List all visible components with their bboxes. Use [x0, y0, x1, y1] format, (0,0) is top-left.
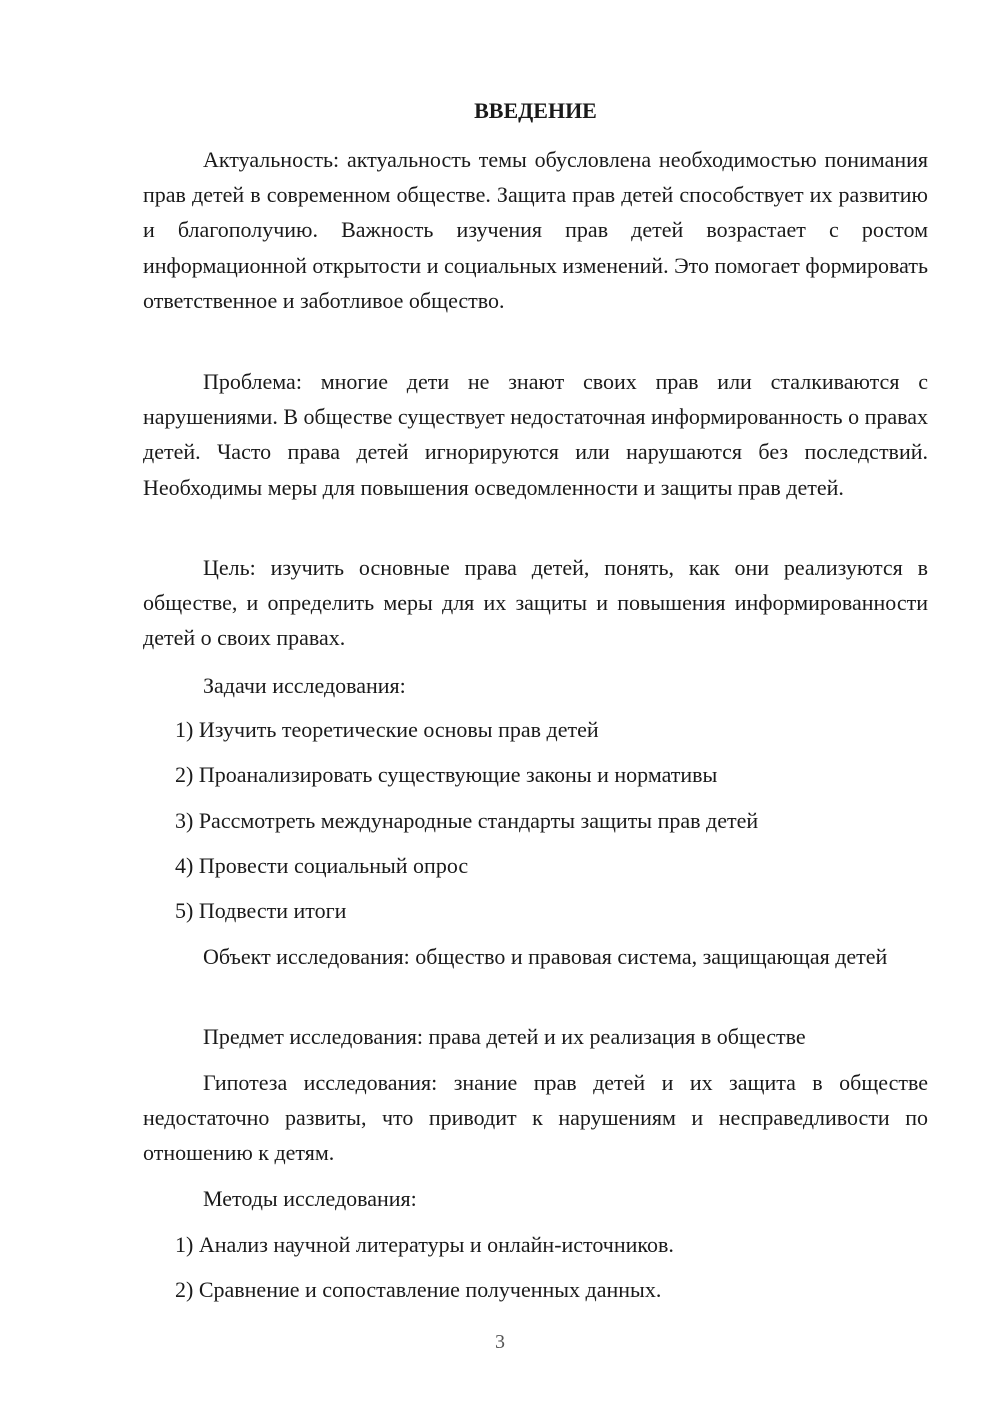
task-item: 5) Подвести итоги: [175, 898, 347, 923]
object-paragraph: Объект исследования: общество и правовая система, защищающая детей: [203, 944, 888, 969]
relevance-paragraph: Актуальность: актуальность темы обусловлена необходимостью понимания прав детей в современном обществе. Защита прав детей способствует их развитию и благополучию. Важность изучения прав детей возрастает с ростом информационной открытости и социальных изменений. Это помогает формировать ответственное и заботливое общество.: [143, 147, 928, 313]
task-item: 3) Рассмотреть международные стандарты защиты прав детей: [175, 808, 759, 833]
method-item: 2) Сравнение и сопоставление полученных данных.: [175, 1277, 662, 1302]
task-item: 2) Проанализировать существующие законы и нормативы: [175, 762, 718, 787]
methods-title: Методы исследования:: [203, 1186, 417, 1211]
tasks-title: Задачи исследования:: [203, 673, 406, 698]
method-item: 1) Анализ научной литературы и онлайн-источников.: [175, 1232, 674, 1257]
task-item: 1) Изучить теоретические основы прав детей: [175, 717, 599, 742]
task-item: 4) Провести социальный опрос: [175, 853, 469, 878]
goal-paragraph: Цель: изучить основные права детей, понять, как они реализуются в обществе, и определить меры для их защиты и повышения информированности детей о своих правах.: [143, 555, 928, 651]
section-heading: ВВЕДЕНИЕ: [474, 98, 597, 123]
problem-paragraph: Проблема: многие дети не знают своих прав или сталкиваются с нарушениями. В обществе существует недостаточная информированность о правах детей. Часто права детей игнорируются или нарушаются без последствий. Необходимы меры для повышения осведомленности и защиты прав детей.: [143, 369, 928, 500]
subject-paragraph: Предмет исследования: права детей и их реализация в обществе: [203, 1024, 806, 1049]
page-number: 3: [495, 1331, 505, 1353]
hypothesis-paragraph: Гипотеза исследования: знание прав детей и их защита в обществе недостаточно развиты, что приводит к нарушениям и несправедливости по отношению к детям.: [143, 1070, 928, 1166]
